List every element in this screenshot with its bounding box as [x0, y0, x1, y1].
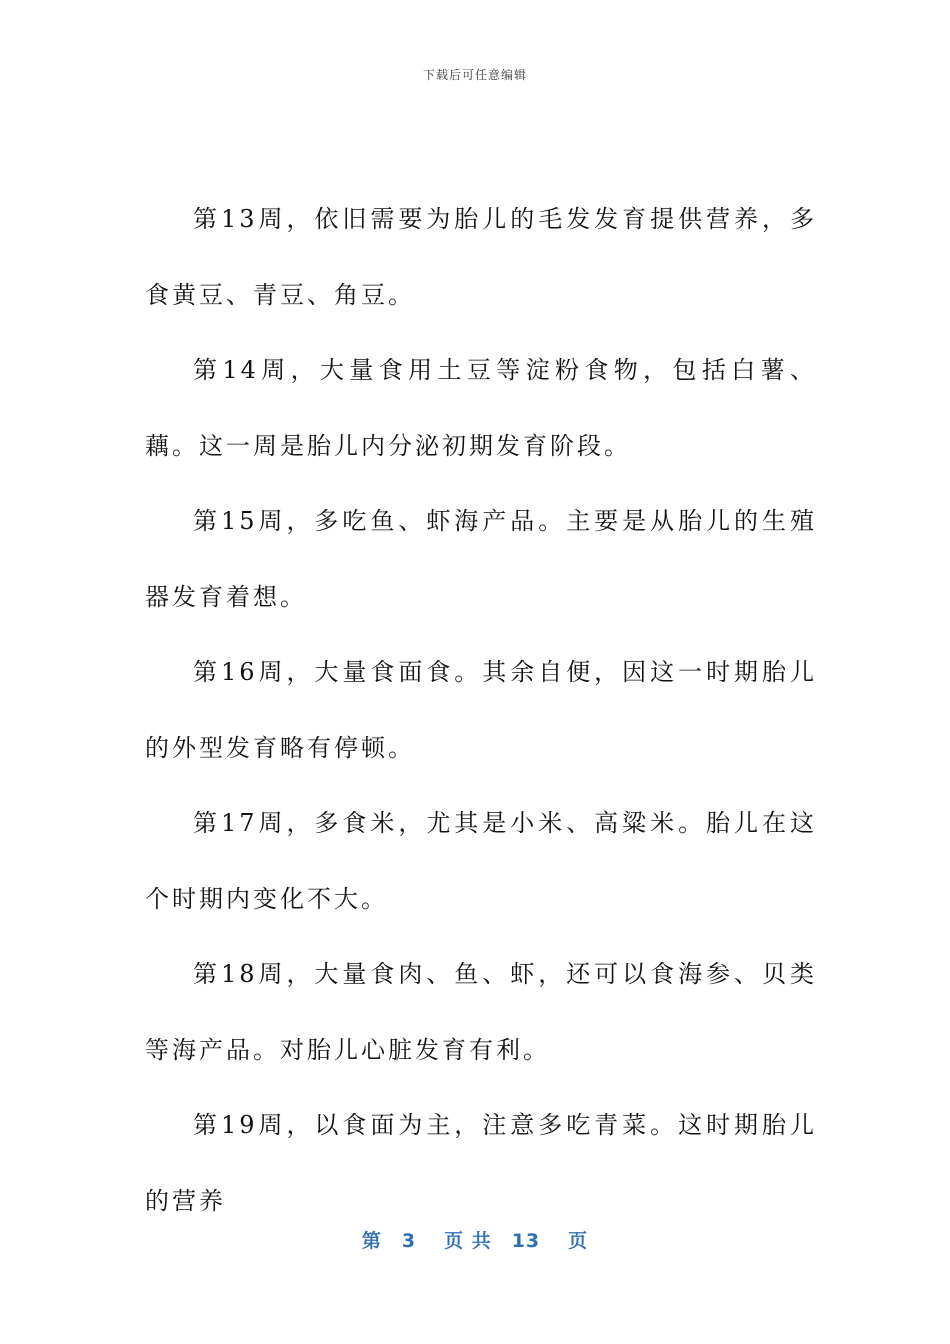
paragraph-week-17: 第17周，多食米，尤其是小米、高粱米。胎儿在这个时期内变化不大。 — [145, 809, 817, 913]
paragraph-week-14: 第14周，大量食用土豆等淀粉食物，包括白薯、藕。这一周是胎儿内分泌初期发育阶段。 — [145, 356, 817, 460]
paragraph-week-16: 第16周，大量食面食。其余自便，因这一时期胎儿的外型发育略有停顿。 — [145, 658, 817, 762]
footer-middle: 页 共 — [444, 1230, 492, 1252]
paragraph-week-13: 第13周，依旧需要为胎儿的毛发发育提供营养，多食黄豆、青豆、角豆。 — [145, 205, 817, 309]
paragraph-week-19: 第19周，以食面为主，注意多吃青菜。这时期胎儿的营养 — [145, 1111, 817, 1215]
document-body — [145, 182, 817, 1239]
paragraph-week-15: 第15周，多吃鱼、虾海产品。主要是从胎儿的生殖器发育着想。 — [145, 507, 817, 611]
page-footer — [0, 1226, 950, 1253]
paragraph-week-18: 第18周，大量食肉、鱼、虾，还可以食海参、贝类等海产品。对胎儿心脏发育有利。 — [145, 960, 817, 1064]
footer-total-pages: 13 — [511, 1230, 541, 1252]
footer-current-page: 3 — [401, 1230, 417, 1252]
footer-prefix: 第 — [361, 1230, 382, 1252]
footer-suffix: 页 — [568, 1230, 589, 1252]
page-header: 下载后可任意编辑 — [422, 68, 527, 82]
